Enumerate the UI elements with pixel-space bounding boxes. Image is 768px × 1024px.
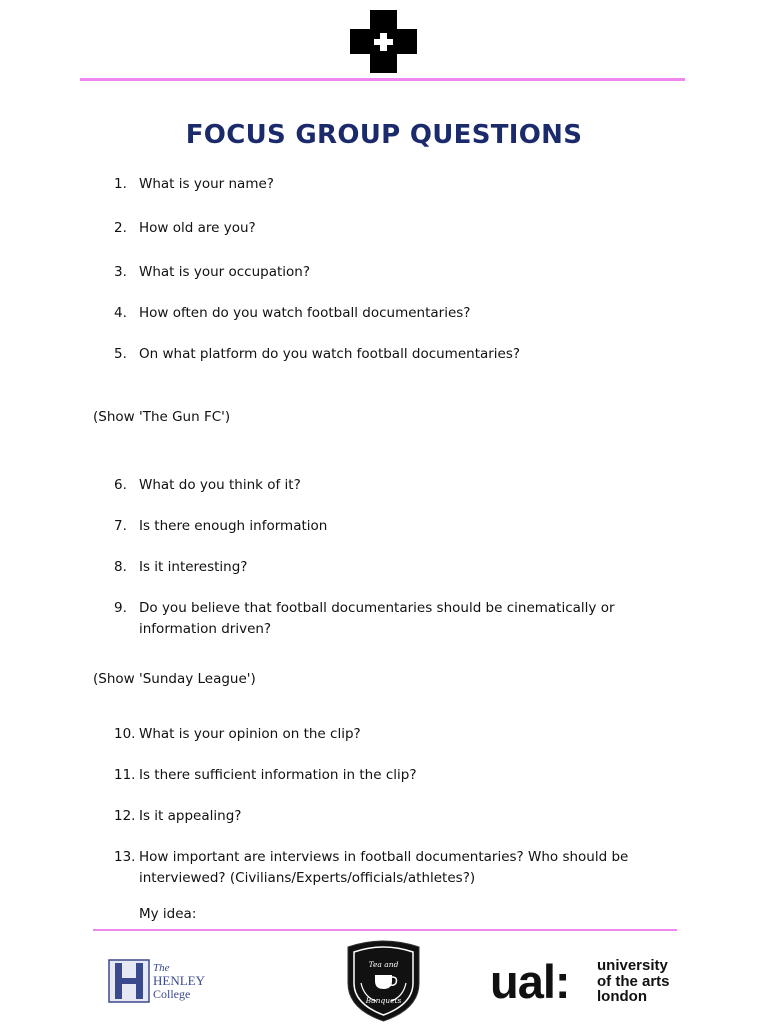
question-number: 6. [114, 477, 127, 493]
henley-line-2: HENLEY [153, 973, 205, 988]
crest-line-2: Banquets [365, 996, 402, 1005]
question-number: 4. [114, 305, 127, 321]
henley-line-3: College [153, 987, 191, 1001]
question-6 [114, 475, 694, 496]
question-number: 2. [114, 220, 127, 236]
cross-logo-icon [350, 10, 417, 73]
question-number: 12. [114, 808, 136, 824]
question-5 [114, 344, 694, 365]
question-13 [114, 847, 694, 889]
question-12 [114, 806, 694, 827]
henley-line-1: The [153, 962, 170, 974]
crest-line-1: Tea and [368, 960, 399, 969]
page-title: FOCUS GROUP QUESTIONS [185, 120, 583, 150]
question-7 [114, 516, 694, 537]
question-number: 3. [114, 264, 127, 280]
question-number: 8. [114, 559, 127, 575]
question-text: What do you think of it? [139, 477, 301, 493]
question-text: How important are interviews in football documentaries? Who should be interviewed? (Civilians/Experts/officials/athletes?) [139, 849, 629, 886]
question-8 [114, 557, 694, 578]
question-number: 7. [114, 518, 127, 534]
question-text: Is there sufficient information in the clip? [139, 767, 417, 783]
ual-line-1: university [597, 957, 668, 974]
question-number: 5. [114, 346, 127, 362]
ual-line-3: london [597, 988, 647, 1005]
henley-college-logo [107, 958, 217, 1004]
question-text: How often do you watch football documentaries? [139, 305, 471, 321]
question-2 [114, 218, 694, 239]
my-idea-label: My idea: [139, 906, 197, 922]
question-text: On what platform do you watch football documentaries? [139, 346, 521, 362]
top-divider [80, 78, 685, 81]
question-10 [114, 724, 694, 745]
tea-and-banquets-crest-icon [345, 937, 422, 1023]
question-9 [114, 598, 694, 640]
question-text: What is your opinion on the clip? [139, 726, 361, 742]
question-text: What is your name? [139, 176, 274, 192]
bottom-divider [93, 929, 677, 931]
question-number: 1. [114, 176, 127, 192]
question-number: 11. [114, 767, 136, 783]
question-4 [114, 303, 694, 324]
ual-logo-mark: ual: [490, 955, 570, 1008]
question-text: Is it interesting? [139, 559, 248, 575]
question-number: 10. [114, 726, 136, 742]
question-text: How old are you? [139, 220, 256, 236]
ual-logo-text [597, 958, 670, 1005]
ual-line-2: of the arts [597, 972, 670, 990]
question-number: 13. [114, 849, 136, 865]
question-text: What is your occupation? [139, 264, 311, 280]
question-text: Is it appealing? [139, 808, 242, 824]
question-text: Do you believe that football documentaries should be cinematically or information driven? [139, 600, 615, 637]
show-instruction-1: (Show 'The Gun FC') [93, 409, 231, 425]
question-number: 9. [114, 600, 127, 616]
question-3 [114, 262, 694, 283]
question-1 [114, 174, 694, 195]
question-text: Is there enough information [139, 518, 328, 534]
question-11 [114, 765, 694, 786]
show-instruction-2: (Show 'Sunday League') [93, 671, 256, 687]
